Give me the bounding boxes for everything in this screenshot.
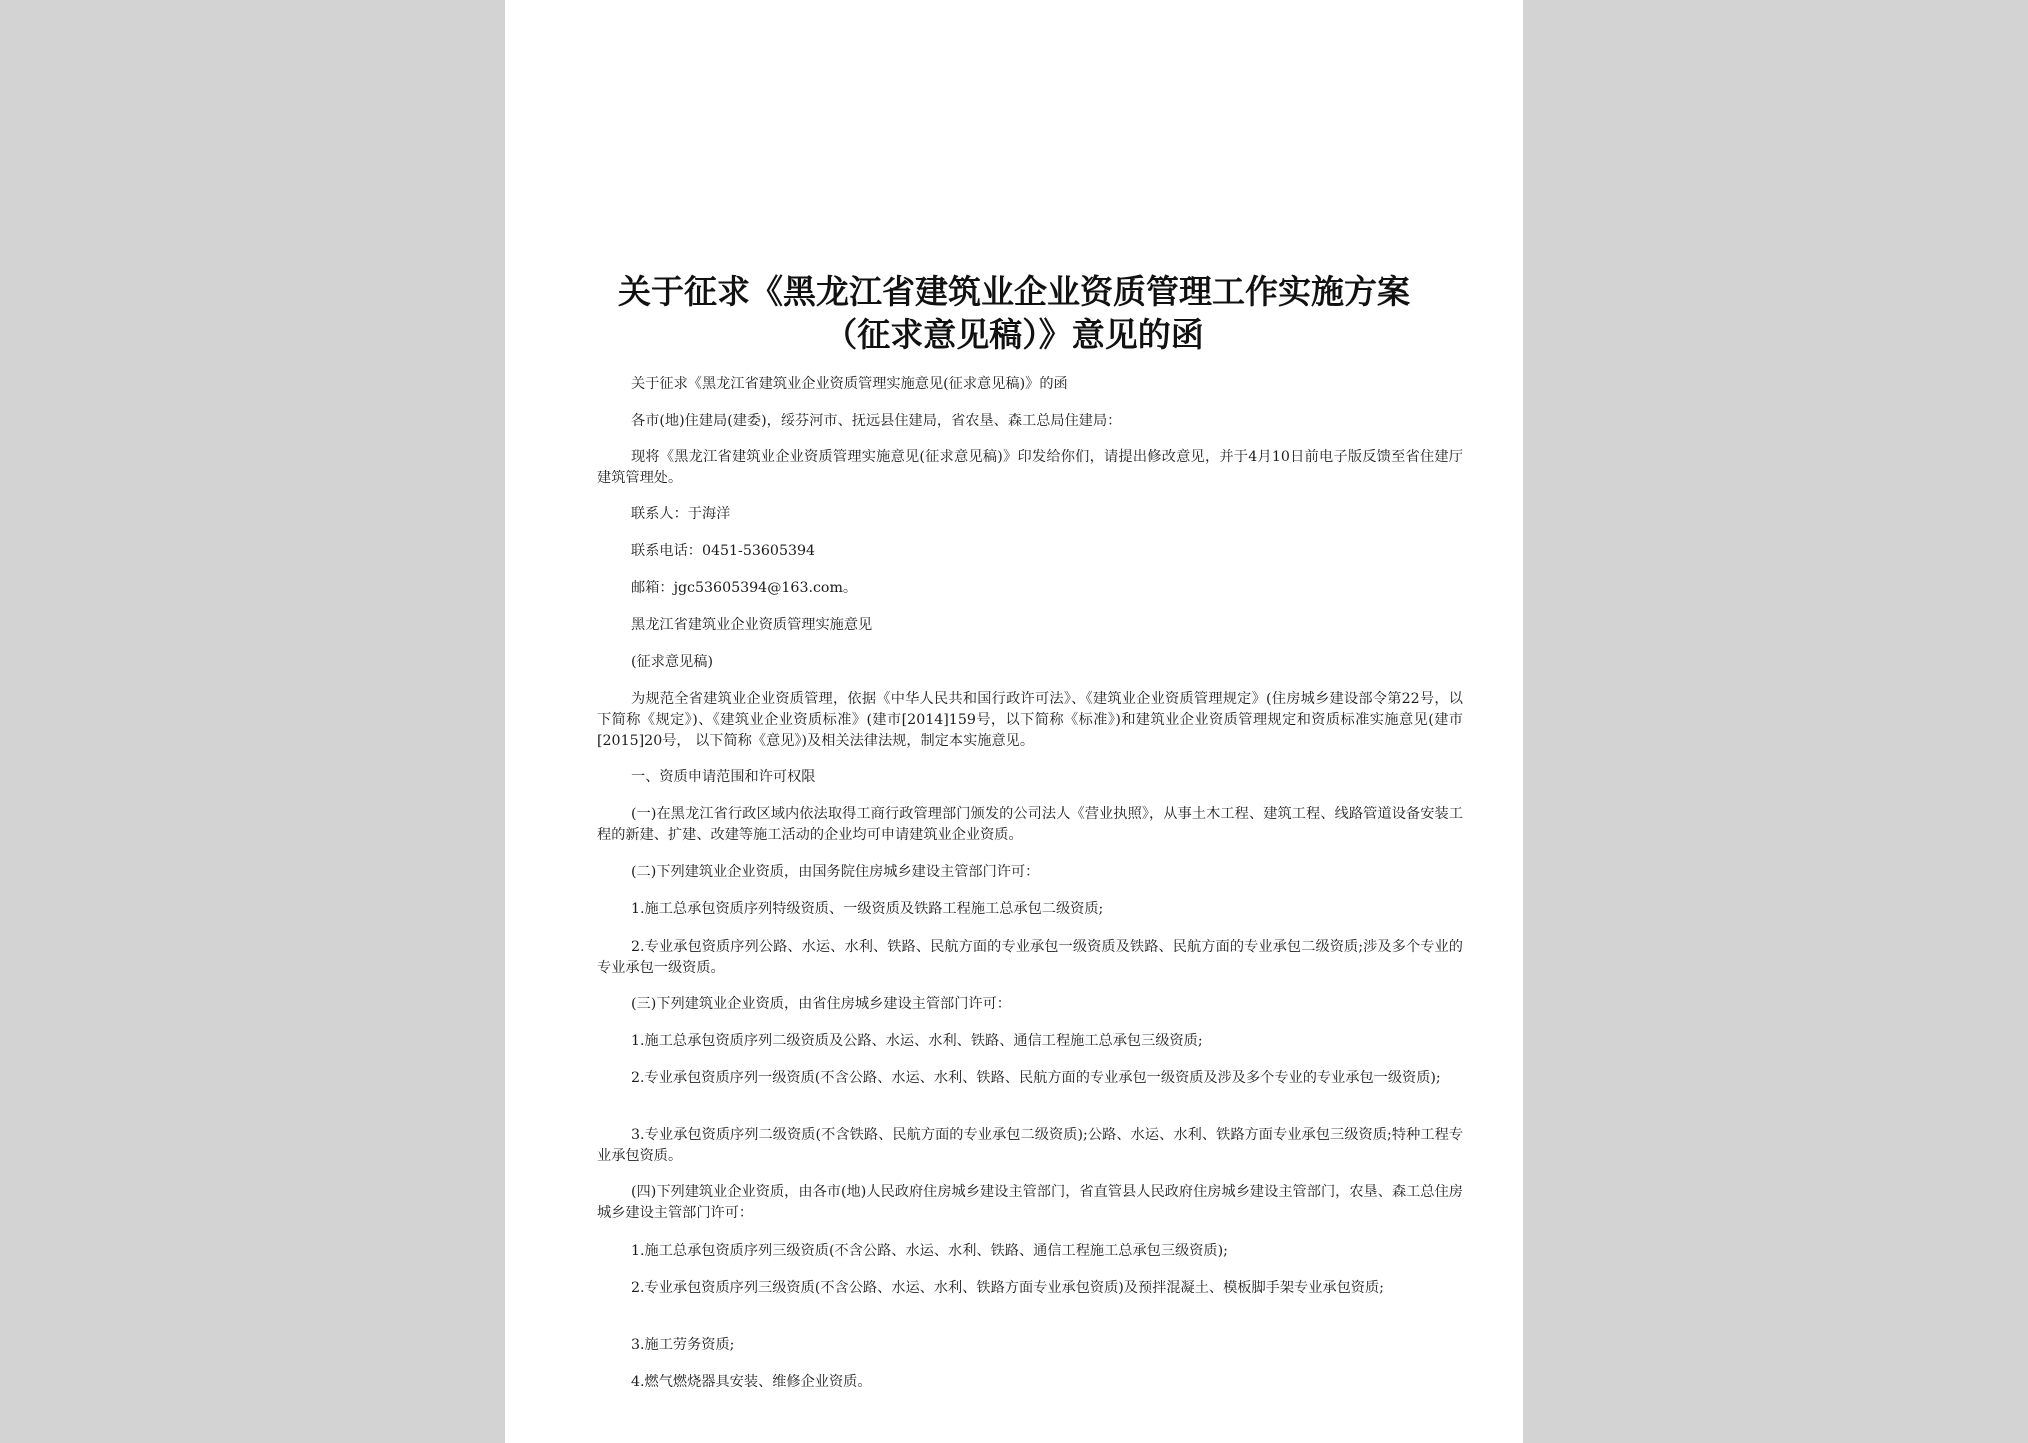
paragraph-preamble: 为规范全省建筑业企业资质管理，依据《中华人民共和国行政许可法》、《建筑业企业资质管理规定》(住房城乡建设部令第22号，以下简称《规定》)、《建筑业企业资质标准》(建市[2014]159号，以下简称《标准》)和建筑业企业资质管理规定和资质标准实施意见(建市[2015]20号， 以下简称《意见》)及相关法律法规，制定本实施意见。 (597, 691, 1463, 749)
paragraph-clause-4: (四)下列建筑业企业资质，由各市(地)人民政府住房城乡建设主管部门，省直管县人民政府住房城乡建设主管部门，农垦、森工总住房城乡建设主管部门许可： (597, 1184, 1463, 1221)
paragraph-letter-title: 关于征求《黑龙江省建筑业企业资质管理实施意见(征求意见稿)》的函 (631, 376, 1068, 392)
paragraph-clause-3: (三)下列建筑业企业资质，由省住房城乡建设主管部门许可： (631, 996, 1011, 1012)
paragraph-contact-phone: 联系电话：0451-53605394 (631, 543, 816, 559)
document-title-line-1: 关于征求《黑龙江省建筑业企业资质管理工作实施方案 (618, 272, 1410, 311)
paragraph-clause-2: (二)下列建筑业企业资质，由国务院住房城乡建设主管部门许可： (631, 864, 1040, 880)
paragraph-contact-email: 邮箱：jgc53605394@163.com。 (631, 580, 858, 596)
paragraph-clause-3-item-3: 3.专业承包资质序列二级资质(不含铁路、民航方面的专业承包二级资质);公路、水运、水利、铁路方面专业承包三级资质;特种工程专业承包资质。 (597, 1127, 1463, 1164)
paragraph-clause-1: (一)在黑龙江省行政区域内依法取得工商行政管理部门颁发的公司法人《营业执照》，从事土木工程、建筑工程、线路管道设备安装工程的新建、扩建、改建等施工活动的企业均可申请建筑业企业资质。 (597, 806, 1463, 843)
paragraph-clause-4-item-3: 3.施工劳务资质; (631, 1337, 735, 1353)
section-heading-1: 一、资质申请范围和许可权限 (631, 769, 816, 785)
paragraph-clause-4-item-2: 2.专业承包资质序列三级资质(不含公路、水运、水利、铁路方面专业承包资质)及预拌混凝土、模板脚手架专业承包资质; (631, 1280, 1384, 1296)
paragraph-clause-2-item-2: 2.专业承包资质序列公路、水运、水利、铁路、民航方面的专业承包一级资质及铁路、民航方面的专业承包二级资质;涉及多个专业的专业承包一级资质。 (597, 939, 1463, 976)
paragraph-clause-2-item-1: 1.施工总承包资质序列特级资质、一级资质及铁路工程施工总承包二级资质; (631, 901, 1104, 917)
paragraph-clause-3-item-2: 2.专业承包资质序列一级资质(不含公路、水运、水利、铁路、民航方面的专业承包一级资质及涉及多个专业的专业承包一级资质); (631, 1070, 1441, 1086)
document-page (505, 0, 1523, 1443)
paragraph-draft-label: (征求意见稿) (631, 654, 714, 670)
paragraph-notice: 现将《黑龙江省建筑业企业资质管理实施意见(征求意见稿)》印发给你们，请提出修改意见，并于4月10日前电子版反馈至省住建厅建筑管理处。 (597, 449, 1463, 486)
paragraph-addressee: 各市(地)住建局(建委)，绥芬河市、抚远县住建局，省农垦、森工总局住建局： (631, 413, 1122, 429)
paragraph-clause-4-item-4: 4.燃气燃烧器具安装、维修企业资质。 (631, 1374, 872, 1390)
paragraph-subtitle: 黑龙江省建筑业企业资质管理实施意见 (631, 617, 873, 633)
paragraph-contact-person: 联系人：于海洋 (631, 506, 731, 522)
paragraph-clause-3-item-1: 1.施工总承包资质序列二级资质及公路、水运、水利、铁路、通信工程施工总承包三级资质; (631, 1033, 1203, 1049)
paragraph-clause-4-item-1: 1.施工总承包资质序列三级资质(不含公路、水运、水利、铁路、通信工程施工总承包三级资质); (631, 1243, 1228, 1259)
document-title-line-2: （征求意见稿）》意见的函 (824, 315, 1204, 354)
